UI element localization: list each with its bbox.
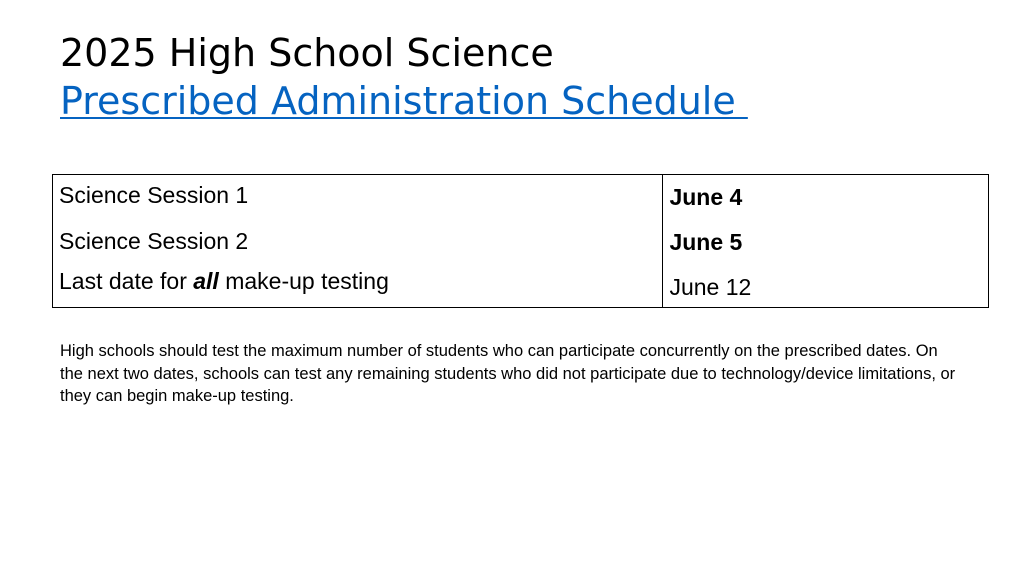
- makeup-label-suffix: make-up testing: [218, 268, 389, 294]
- session-2-date: June 5: [669, 229, 743, 255]
- schedule-title-link[interactable]: Prescribed Administration Schedule: [60, 79, 748, 123]
- session-labels-cell: [53, 175, 663, 308]
- schedule-table: [52, 174, 989, 308]
- session-1-label: Science Session 1: [59, 182, 249, 208]
- makeup-label-prefix: Last date for: [59, 268, 194, 294]
- session-1-date: June 4: [669, 184, 743, 210]
- schedule-note: High schools should test the maximum number of students who can participate concurrently on the prescribed dates. On the next two dates, schools can test any remaining students who did not participate due to technology/device limitations, or they can begin make-up testing.: [60, 342, 956, 405]
- session-dates-cell: [663, 175, 989, 308]
- makeup-deadline-label: [59, 261, 662, 301]
- makeup-deadline-date: June 12: [669, 274, 752, 300]
- table-row: [53, 175, 989, 308]
- title-heading: 2025 High School Science: [60, 31, 554, 75]
- makeup-label-emphasis: all: [193, 268, 219, 294]
- page-title: [60, 30, 960, 126]
- session-2-label: Science Session 2: [59, 228, 249, 254]
